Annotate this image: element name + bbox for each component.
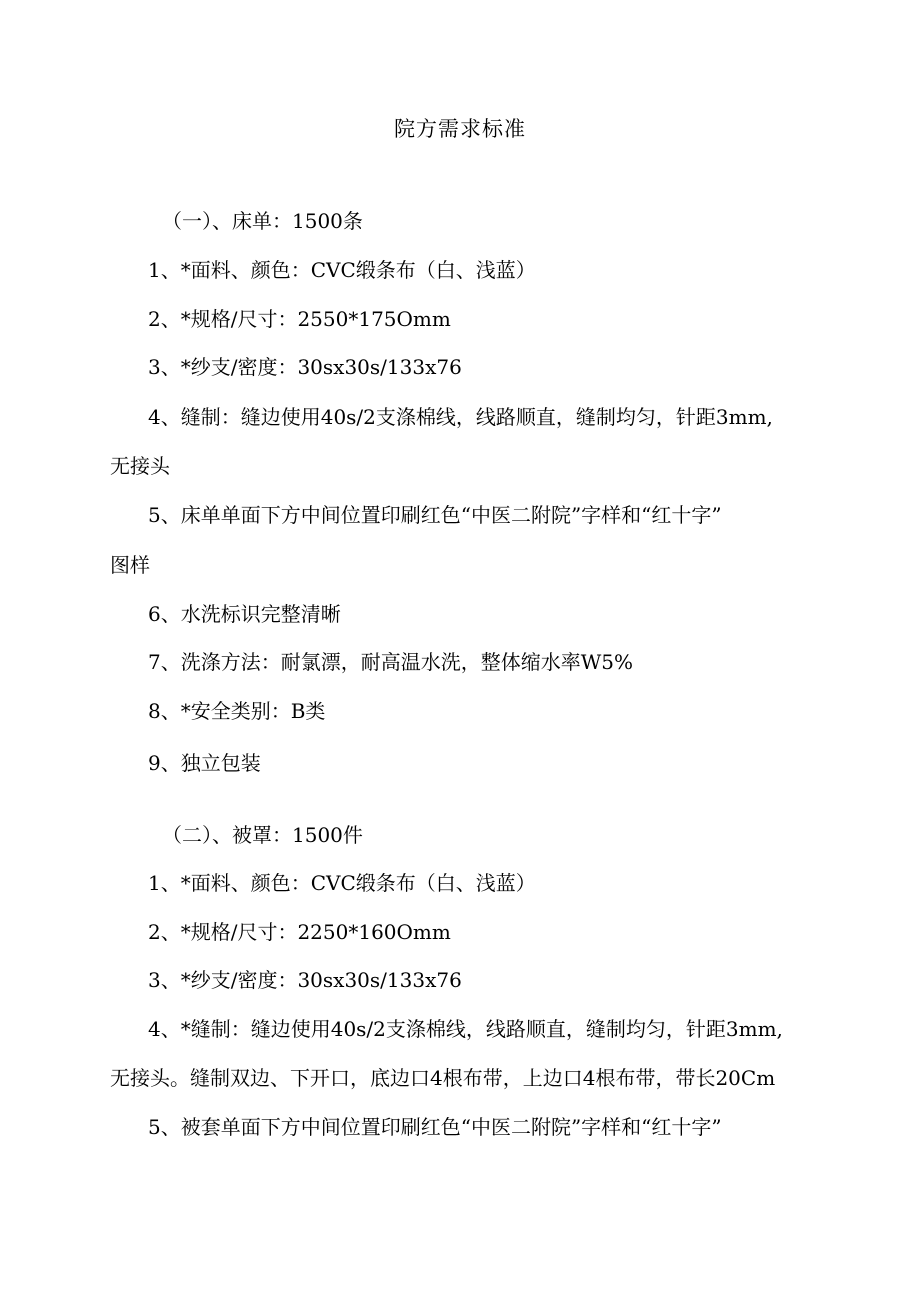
paragraph-line: 7、洗涤方法：耐氯漂，耐高温水洗，整体缩水率W5% <box>148 650 634 674</box>
paragraph-line: 1、*面料、颜色：CVC缎条布（白、浅蓝） <box>148 258 536 282</box>
paragraph-line: 9、独立包装 <box>148 751 261 775</box>
paragraph-line: 5、被套单面下方中间位置印刷红色“中医二附院”字样和“红十字” <box>148 1115 722 1139</box>
paragraph-line: 2、*规格/尺寸：2250*160Omm <box>148 920 451 944</box>
section-heading-duvet-cover: （二）、被罩：1500件 <box>162 823 363 847</box>
paragraph-line: 4、*缝制：缝边使用40s/2支涤棉线，线路顺直，缝制均匀，针距3mm, <box>148 1017 783 1041</box>
paragraph-line-continued: 图样 <box>110 553 150 577</box>
paragraph-line: 6、水洗标识完整清晰 <box>148 602 341 626</box>
paragraph-line: 4、缝制：缝边使用40s/2支涤棉线，线路顺直，缝制均匀，针距3mm, <box>148 405 773 429</box>
paragraph-line: 3、*纱支/密度：30sx30s/133x76 <box>148 355 462 379</box>
section-heading-bedsheet: （一）、床单：1500条 <box>162 209 363 233</box>
paragraph-line-continued: 无接头 <box>110 454 170 478</box>
paragraph-line-continued: 无接头。缝制双边、下开口，底边口4根布带，上边口4根布带，带长20Cm <box>110 1066 776 1090</box>
paragraph-line: 2、*规格/尺寸：2550*175Omm <box>148 307 451 331</box>
paragraph-line: 3、*纱支/密度：30sx30s/133x76 <box>148 968 462 992</box>
paragraph-line: 1、*面料、颜色：CVC缎条布（白、浅蓝） <box>148 871 536 895</box>
paragraph-line: 8、*安全类别：B类 <box>148 699 326 723</box>
paragraph-line: 5、床单单面下方中间位置印刷红色“中医二附院”字样和“红十字” <box>148 503 722 527</box>
document-title: 院方需求标准 <box>394 117 526 141</box>
